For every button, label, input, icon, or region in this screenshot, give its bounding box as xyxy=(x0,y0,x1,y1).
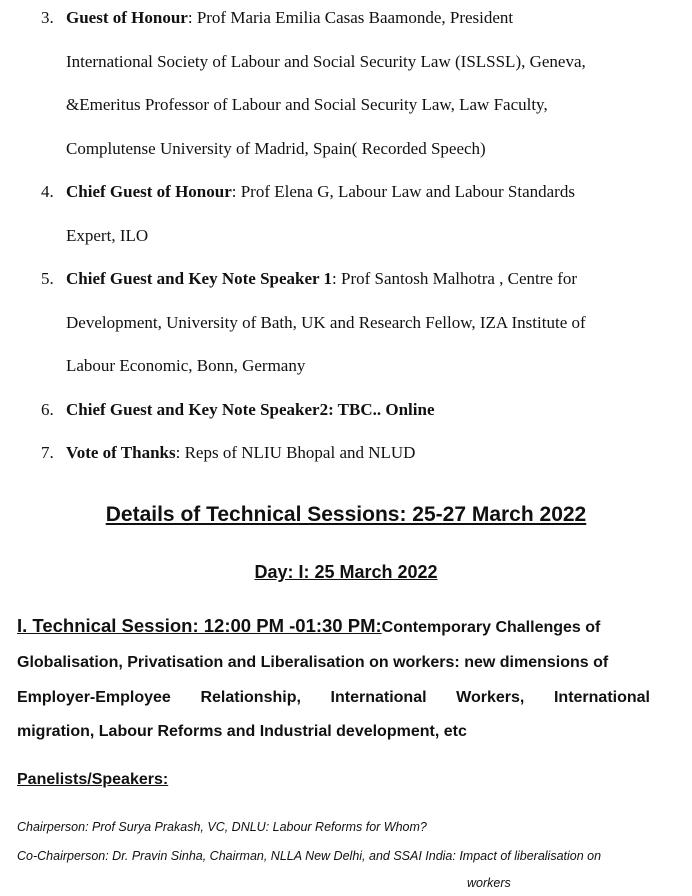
sessions-heading: Details of Technical Sessions: 25-27 March 2022 xyxy=(105,503,587,526)
day-heading: Day: I: 25 March 2022 xyxy=(254,562,438,582)
session-line-1 xyxy=(17,615,650,637)
list-text: Development, University of Bath, UK and Research Fellow, IZA Institute of xyxy=(66,313,586,332)
list-text: International Society of Labour and Social Security Law (ISLSSL), Geneva, xyxy=(66,52,586,71)
session-line-3 xyxy=(17,689,650,707)
list-label: Chief Guest and Key Note Speaker 1 xyxy=(66,269,333,288)
list-number: 4. xyxy=(41,182,54,201)
list-label: Vote of Thanks xyxy=(66,443,176,462)
session-line-3-word: Employer-Employee xyxy=(17,689,171,706)
session-line-4: migration, Labour Reforms and Industrial development, etc xyxy=(17,723,467,740)
list-number: 5. xyxy=(41,269,54,288)
list-text: : Prof Maria Emilia Casas Baamonde, President xyxy=(187,8,514,27)
list-text: Labour Economic, Bonn, Germany xyxy=(66,356,306,375)
co-chairperson-continuation: workers xyxy=(467,876,511,890)
session-line-3-word: International xyxy=(553,689,650,706)
list-text: &Emeritus Professor of Labour and Social Security Law, Law Faculty, xyxy=(66,95,548,114)
session-line-2: Globalisation, Privatisation and Liberalisation on workers: new dimensions of xyxy=(17,654,609,671)
session-line-3-word: Relationship, xyxy=(200,689,301,706)
chairperson-line: Chairperson: Prof Surya Prakash, VC, DNLU: Labour Reforms for Whom? xyxy=(17,820,427,834)
session-title: I. Technical Session: 12:00 PM -01:30 PM: xyxy=(17,615,382,636)
list-number: 3. xyxy=(41,8,54,27)
list-text: : Prof Elena G, Labour Law and Labour Standards xyxy=(231,182,575,201)
list-label: Guest of Honour xyxy=(66,8,188,27)
list-label: Chief Guest of Honour xyxy=(66,182,232,201)
list-text: : Prof Santosh Malhotra , Centre for xyxy=(332,269,578,288)
list-text: Complutense University of Madrid, Spain( Recorded Speech) xyxy=(66,139,486,158)
session-line-3-word: Workers, xyxy=(456,689,525,706)
session-topic: Contemporary Challenges of xyxy=(381,619,601,636)
list-text: Expert, ILO xyxy=(66,226,149,245)
list-label: Chief Guest and Key Note Speaker2: TBC.. Online xyxy=(66,400,435,419)
list-number: 7. xyxy=(41,443,54,462)
session-line-3-word: International xyxy=(330,689,427,706)
list-number: 6. xyxy=(41,400,54,419)
panelists-heading: Panelists/Speakers: xyxy=(17,771,169,788)
co-chairperson-line: Co-Chairperson: Dr. Pravin Sinha, Chairman, NLLA New Delhi, and SSAI India: Impact of liberalisation on xyxy=(17,849,602,863)
list-text: : Reps of NLIU Bhopal and NLUD xyxy=(175,443,416,462)
